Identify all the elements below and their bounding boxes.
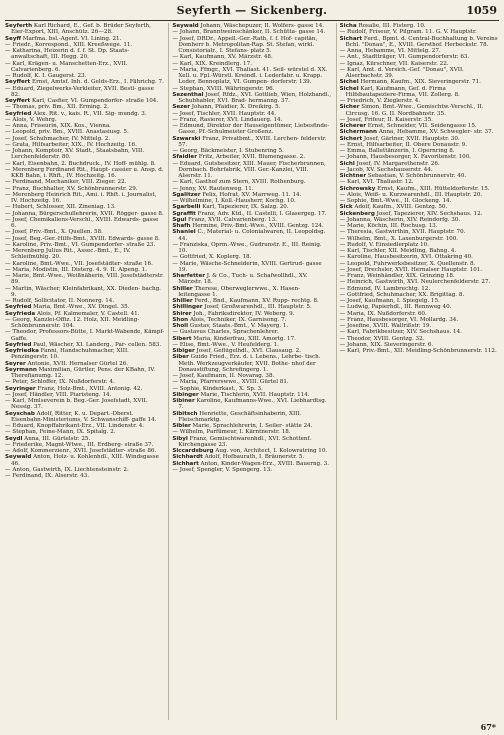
entry-details: — Grata, Hilfsarbeiter, XIX., IV. Hochzeitg. 16. xyxy=(5,141,137,148)
entry-details: Franz, Holz-Bmt., XVIII. Antonig. 42. xyxy=(37,385,143,392)
entry-surname: Sichermann xyxy=(339,129,378,136)
directory-entry xyxy=(172,229,331,242)
entry-details: Ferd., Bnd., Kaufmann, XV. Rupp- rechtg. 8. xyxy=(194,298,319,304)
entry-surname: Sichhart xyxy=(172,460,199,467)
directory-entry xyxy=(172,273,331,286)
entry-surname: Sharfetter xyxy=(172,273,206,279)
entry-details: — Emma, Ballettänzerin, I. Opernring 8. xyxy=(339,148,455,154)
entry-surname: Sgalitzer xyxy=(172,191,201,198)
entry-surname: Shillinger xyxy=(172,304,203,311)
directory-entry xyxy=(172,92,331,105)
entry-details: Adolf, Hofbaurath, I. Bräunerstr. 5. xyxy=(204,454,305,461)
entry-details: — Eduard, Knopffabrikant-Erz., VII. Lindenstr. 4. xyxy=(5,423,145,429)
entry-surname: Shon xyxy=(172,316,189,323)
entry-surname: Sezenthal xyxy=(172,91,204,98)
entry-surname: Sichhardt xyxy=(172,454,203,461)
entry-details: Johann, Pfaidier, X. Dreikirg. 5. xyxy=(191,104,281,111)
entry-surname: Sgarbelli xyxy=(172,204,201,211)
entry-details: Ferd., Bpmt. d. Central-Buchhaltung b. Vereins Bchl. "Donau", E., XVIII. Gersthof. Herbeckstr. 78. xyxy=(345,35,498,48)
entry-details: — Josef, Frifeur, II. Kaiserstr. 35. xyxy=(339,116,433,123)
directory-entry xyxy=(5,273,164,286)
entry-details: Adolf, Kaufm., XVIII. Gentzg. 50. xyxy=(354,204,448,211)
column-3 xyxy=(336,23,499,720)
directory-entry xyxy=(5,217,164,230)
entry-details: — Friedr., Korrespond., XIII. Kreeßwege. 11. xyxy=(5,41,133,48)
directory-entry xyxy=(172,242,331,255)
entry-surname: Sibitsch xyxy=(172,410,198,417)
entry-details: — Georg, Kanzlei-Offiz. 12. Holz, XII. Meidling- Schönbrunnerstr. 104. xyxy=(5,316,140,329)
entry-surname: Seyfried xyxy=(5,304,32,311)
entry-details: Antonie, XVII. Hernalser Gürtel 26. xyxy=(27,360,129,367)
directory-entry xyxy=(172,398,331,411)
directory-entry xyxy=(172,136,331,149)
entry-details: — Karl, Eisenbahn, 2. Buchdruck., IV. Hoff- mühlg. 8. xyxy=(5,160,156,167)
entry-details: Anna, Hebamme, XV. Schwegler- str. 37. xyxy=(378,129,494,136)
entry-details: — Gottfried, X. Koplerg. 18. xyxy=(172,254,252,261)
entry-details: — Hubert, Schlosser, XII. Zineniag. 13. xyxy=(5,204,116,211)
entry-details: — Alois, V. Wehrg. xyxy=(5,116,57,123)
entry-surname: Shaniel xyxy=(172,229,196,236)
entry-details: — Karl, Amt. d. Versich.-Gef. "Donau", XVII. Alserbachstr. 39. xyxy=(339,66,464,79)
entry-surname: Sezer xyxy=(172,104,190,111)
entry-details: — Rudolf, Sollicitator, II. Nonnerg. 14. xyxy=(5,298,115,304)
entry-details: — Jenny, XV. Rautenweg. 11. xyxy=(172,185,254,192)
entry-details: Franz, XVII. Calvarienberg. 13. xyxy=(188,216,277,223)
header-rule xyxy=(5,20,499,21)
entry-surname: Seywald xyxy=(5,454,32,461)
entry-details: Therese, Oberweglerwwe., X. Hasen- leitengasse 1. xyxy=(178,285,301,298)
entry-details: — Johann, XIX. Sieveringerstr. 6. xyxy=(339,341,434,348)
directory-entry xyxy=(5,286,164,299)
entry-details: — Adolf, Kommerzienr., XVII. Josefstädter- straße 86. xyxy=(5,448,157,454)
directory-entry xyxy=(5,317,164,330)
entry-details: Felix, Hofrat, XV. Marrweg. 11. 14. xyxy=(202,191,302,198)
entry-surname: Shafh xyxy=(172,223,191,229)
entry-details: — Leopold, priv. Bm., XVIII. Anastasiusg. 5. xyxy=(5,129,129,136)
entry-details: — Josef, Tischler, XVII. Hauptstr. 44. xyxy=(172,110,277,117)
entry-surname: Sichrowsky xyxy=(339,185,376,192)
entry-details: Marfma. bsl.-Agent. VI. Lining. 21. xyxy=(22,35,122,42)
entry-details: — Ludwig, Papierhdl., III. Rennweg 40. xyxy=(339,304,452,311)
entry-details: — Karl, XVI. Thaliastr. 12. xyxy=(339,179,414,186)
entry-details: — Theodor, Professors-Bütte, I. Markt-Wabende, Kämpf-Gaffe. xyxy=(5,329,165,342)
entry-details: — Franziska, Oprm.-Wwe., Gudrunstr. E., III. Reinig. 10. xyxy=(172,241,322,254)
entry-details: — Wilhelm, Bmt., X. Laxenburgerstr. 100. xyxy=(339,235,459,242)
entry-details: Rosalie, III. Fisterg. 10. xyxy=(358,23,426,29)
entry-details: Franz, Adv. Ktd., II. Castelli, I. Glasergeg. 17. xyxy=(197,210,327,217)
entry-details: — Elise, Bmt.-Wwe., V. Heufelderg. 1. xyxy=(172,341,279,348)
entry-surname: Sholl xyxy=(172,323,189,329)
entry-details: Henriette, Geschäftsinhaberin, XIII. Fleischmarktg. xyxy=(178,410,302,423)
entry-details: — Thomas, priv. Bm., XII. Erming. 2. xyxy=(5,104,109,111)
entry-surname: Seyfried xyxy=(5,110,32,117)
entry-details: — Josef, Beg.-Ger.-Hilfs-Bmt., XVIII. Edwards- gasse 8. xyxy=(5,235,160,242)
directory-columns xyxy=(5,23,499,720)
entry-details: — Marie, Wäsche-Schneiderin, XVIII. Gertrud- gasse 19. xyxy=(172,260,322,273)
entry-details: — Friedrich, V. Zieglerstr. 4. xyxy=(339,98,421,104)
entry-details: — Karl, Mmlseverein b. Beg.-Ger. Josefstadt, XVII. Nessig. 37. xyxy=(5,398,148,411)
entry-details: — Jacob, XV. Sechshauserstr. 44. xyxy=(339,166,433,173)
entry-details: Josef, Geflügelhdl., XVI. Clausaug. 2. xyxy=(196,348,301,354)
entry-surname: Seydl xyxy=(5,435,23,442)
entry-details: — Peter, Schloffer, IX. Nußdorferstr. 4. xyxy=(5,379,115,386)
entry-details: — Karoline, Hausbesitzerin, XVI. Ottakring 40. xyxy=(339,254,473,261)
entry-details: Paul, Wäscher, XI. Landerg., Par- cellen. 583. xyxy=(33,341,162,348)
entry-details: Josef, IV. Margarethenstr. 26. xyxy=(356,160,440,167)
entry-surname: Sibler xyxy=(172,423,191,429)
entry-details: Marie, Tischlerin, XVII. Hauptstr. 114. xyxy=(200,391,310,398)
entry-details: — Eduard, Gutsbesitzer, XIII. Mauer, Fischerbrunnen, Dornbach. Bohrfabrik, VIII. Ger.-Kanzlei, VIII. Alserstr. 11. xyxy=(172,160,326,179)
entry-details: Karl, Kaufmann, Gef. d. Firma Hilfsbautapeziere-Firma, VII. Zollerg. 8. xyxy=(345,85,460,98)
directory-entry xyxy=(172,261,331,274)
entry-details: — Maria, Ffmgr., XVI. Thaliast. 41. Seil- würstel d. XX. Xell. u. Fpl.-Würstl. Kreindl. i. Lederfabr. u. Krapp. Leder, Bennoplatz, VI. Gumpen- dorferstr. 139. xyxy=(172,66,328,86)
directory-entry xyxy=(340,36,499,49)
column-1 xyxy=(5,23,164,720)
entry-details: Alois, Pf. Kalmemaler, V. Castell. 41. xyxy=(36,310,140,317)
entry-details: Alois, Techniker, IX. Garnisong. 7. xyxy=(189,316,287,323)
entry-surname: Shiller xyxy=(172,298,193,304)
entry-details: — Maria, Modistin, III. Disterg. 4. 9. II. Alpeng. 1. xyxy=(5,266,148,273)
entry-details: Josef, Großwarenhdl., III. Hauptstr. 5. xyxy=(204,304,312,311)
entry-surname: Sfaidler xyxy=(172,154,197,161)
entry-details: — Josef, Drechsler, XVII. Hernalser Hauptstr. 101. xyxy=(339,266,483,273)
entry-details: Ernst, Amtsf. Inh. d. Gelds-Erz., I. Fährichg. 7. xyxy=(32,79,164,86)
directory-entry xyxy=(172,354,331,373)
directory-entry xyxy=(5,167,164,180)
entry-details: — Friederike, Magnt-Wtwe., III. Erdberg- straße 37. xyxy=(5,441,154,448)
directory-entry xyxy=(5,48,164,61)
entry-surname: Sibyl xyxy=(172,435,188,442)
entry-surname: Sicha xyxy=(339,23,357,29)
directory-entry xyxy=(172,36,331,55)
entry-surname: Sickenberg xyxy=(339,210,375,217)
entry-surname: Seyfried xyxy=(5,341,32,348)
directory-entry xyxy=(5,86,164,99)
entry-details: — Marie, Köchin, III. Rochusg. 13. xyxy=(339,223,438,229)
entry-details: Adolf, Ritter, K. u. Depart.-Dberst. Eisenbahn-Ministeriums, V. Schwanschiff- gaffe 14. xyxy=(11,410,157,423)
entry-surname: Siccardsburg xyxy=(172,448,214,454)
directory-entry xyxy=(5,473,164,479)
entry-details: Maria, Kinderfrau, XIII. Amortg. 17. xyxy=(193,335,296,342)
entry-details: Franz, Privatbmt., XVIII. Lerchen- felderstr. 57. xyxy=(178,135,327,148)
entry-details: Sebastian, V. Schönbrunnerstr. 40. xyxy=(367,173,467,179)
running-head: Seyferth — Sickenberg. xyxy=(176,4,328,17)
entry-details: — Karl, Kaufmann, XV. Märzstr. 48. xyxy=(172,54,273,61)
entry-surname: Sibiner xyxy=(172,398,195,404)
entry-details: — Karl, XIX. Kreindlerg. 17. xyxy=(172,60,252,67)
entry-details: — Josef, Schuhmacher, IV. Mittelg. 2. xyxy=(5,135,111,142)
entry-surname: Sgul xyxy=(172,216,187,223)
entry-details: — Ignaz, Kürschner, VII. Kaiserstr. 22. xyxy=(339,60,449,67)
entry-surname: Sicherer xyxy=(339,123,367,129)
entry-details: Karoline, Kaufmanns-Wwe., XVI. Liebhardtsg. 7. xyxy=(178,398,327,411)
entry-details: — Josef, Chemikaliens-Verschl., XVIII. Edwards- gasse 6. xyxy=(5,216,159,229)
entry-details: — Rudolf, K. I. Gaugerst. 23. xyxy=(5,73,87,79)
directory-entry xyxy=(340,348,499,354)
entry-details: — Johanna, Bürgerschullehrerin, XVII. Rögger- gasse 8. xyxy=(5,210,164,217)
directory-entry xyxy=(5,192,164,205)
entry-surname: Sichart xyxy=(339,35,363,42)
entry-details: — Merenberg Julius Rit., Assec.-Bmt., E., IV. Schleifmühlg. 20. xyxy=(5,248,131,261)
entry-details: J. & Co., Tuch- u. Schafwollhdl., XV. Märzstr. 18. xyxy=(178,273,308,286)
entry-details: — Franz, Buchhalter, XV. Schönbrunnerstr. 29. xyxy=(5,185,138,192)
entry-details: Marie, Sprachlehrerin, I. Seiler- stätte 24. xyxy=(192,423,313,429)
entry-details: — Josef, Spengler, V. Spengerg. 13. xyxy=(172,466,273,473)
entry-details: — Georg, Bäckmeister, I. Stubenring 5. xyxy=(172,148,284,154)
entry-details: — Ferdinand, IX. Alserstr. 43. xyxy=(5,473,90,479)
entry-details: — Sophie, Kinderkast., X. Sp. 3. xyxy=(172,385,263,392)
entry-surname: Sick xyxy=(339,204,353,211)
directory-entry xyxy=(5,148,164,161)
directory-entry xyxy=(5,367,164,380)
entry-surname: Siber xyxy=(172,354,189,361)
entry-details: — Anton, Gastwirth, IX. Liechtensteinstr. 2. xyxy=(5,466,129,473)
directory-entry xyxy=(172,67,331,86)
entry-details: Anna, III. Gürtelstr. 25. xyxy=(24,435,91,442)
entry-details: — Karoline, Bmt.-Wwe., VII. Josefstädter- straße 16. xyxy=(5,260,153,267)
entry-surname: Sichel xyxy=(339,79,359,86)
entry-details: Hermann, Kaufm., XIX. Sieveringerstr. 71. xyxy=(360,79,481,86)
entry-details: — Franz, Rasierer, XVI. Lindauerg. 14. xyxy=(172,116,283,123)
entry-details: — Karl, Priv.-Bmt., XII. Meidling-Schönbrunnerstr. 112. xyxy=(339,348,497,354)
directory-entry xyxy=(5,248,164,261)
entry-details: Franz, Gemischtwarenhdl., XVI. Schottenf. Kirchengasse 23. xyxy=(178,435,312,448)
entry-details: Simon, Bmt.-Wwe., Gemischtw.-Verschl., II. Circusg. 16. G. II. Nordbahnstr. 35. xyxy=(345,104,484,117)
entry-details: — Ferdinand, Mechaniker, VIII. Zieger. 22. xyxy=(5,179,127,186)
entry-details: Maximilian, Gürtler, Pens. der KBahn, IV. Therefianumg. 12. xyxy=(11,366,156,379)
entry-details: Karl Richard, E., Gef. b. Brüder Seyferth, Eier-Export, XIII, Anschütz. 26—28. xyxy=(11,23,152,36)
page-header xyxy=(5,4,499,18)
entry-details: — Josef, Händler, VIII. Piaristeng. 14. xyxy=(5,391,112,398)
directory-entry xyxy=(5,398,164,411)
page-number: 1059 xyxy=(466,4,497,17)
entry-details: — Wilhelm, Parfümeur, I. Kärntnerstr. 18. xyxy=(172,429,291,436)
entry-details: Karl, Tapezierer, IX. Salzg. 20. xyxy=(202,204,289,211)
entry-details: Guido Fried., Erz. d. i. Lebens., Lehrbe- tisch. Meth. Werkzeugverkäufer, XVII. Bothe- nhof der Donaustiftung, Schrefingerg. 1. xyxy=(178,354,321,373)
entry-details: — Karoline, Priv.-Bmt., VI. Gumpendorfer- straße 23. xyxy=(5,241,156,248)
directory-entry xyxy=(172,436,331,449)
entry-details: C., Material- u. Colonialwaren, II. Leopoldsg. 44. xyxy=(178,229,326,242)
directory-entry xyxy=(5,454,164,467)
directory-entry xyxy=(5,411,164,424)
entry-details: Josef, Gärtner, XVII. Hauptstr. 30. xyxy=(363,135,460,142)
entry-details: — Franz, Hausbesorger, VI. Mollardg. 34. xyxy=(339,316,459,323)
entry-details: Joh., Fabriksdirektor, IV. Weberg. 9. xyxy=(193,310,295,317)
entry-details: — Karl, Fabrikbesitzer, XIV. Sechshaus. 14. xyxy=(339,329,462,336)
entry-details: — Gustavus Charles, Sprachenlehrer. xyxy=(172,329,279,336)
entry-surname: Szwarski xyxy=(172,135,201,142)
entry-details: — Leopold, Fuhrwerksbesitzer, X. Quellenstr. 8. xyxy=(339,260,476,267)
entry-details: — Heinrich, Gastwirth, XVI. Neulerchenfelderstr. 27. xyxy=(339,279,491,286)
entry-details: — Johann, Branntweinschänker, II. Schütta- gasse 14. xyxy=(172,29,326,36)
entry-details: Ernst, Schneider, VII. Seidengasse 15. xyxy=(367,123,477,129)
entry-details: — Theresia, Gastwirthin, XVII. Hauptstr. 70. xyxy=(339,229,466,236)
entry-surname: Sgraffit xyxy=(172,210,196,217)
entry-details: — Josef, Kaufmann, II. Novarag. 38. xyxy=(172,373,275,379)
entry-details: — Maria, IX. Nußdorferstr. 60. xyxy=(339,310,427,317)
entry-surname: Seyrer xyxy=(5,360,26,367)
entry-surname: Sichel xyxy=(339,85,359,92)
entry-details: — Karl, Tischler, XII. Meidling, Bahng. 4. xyxy=(339,248,457,254)
entry-details: — Rudolf, Friseur, V. Pilgram. 11. G. V. Hauptstr. xyxy=(339,29,477,36)
column-2 xyxy=(168,23,331,720)
entry-surname: Shiller xyxy=(172,285,193,292)
entry-surname: Seywald xyxy=(172,23,199,29)
entry-details: — Karl, Gasthof zum Stern, XVIII. Rothenburg. xyxy=(172,179,306,186)
entry-details: Johann, Wäschepuzer, II. Wolfers- gasse 14. xyxy=(200,23,325,29)
entry-details: — Martin, Wäscher, Kleinfabrikant, XX. Dieden- bachg. 9. xyxy=(5,285,161,298)
entry-details: Alex. Rit. v., kais. R., VII. Sig- mundg. 3. xyxy=(33,110,147,117)
entry-details: Gustav, Staats.-Bmt., V. Mayerg. 1. xyxy=(189,323,289,329)
entry-surname: Shirer xyxy=(172,310,192,317)
entry-surname: Sicher xyxy=(339,104,360,111)
entry-details: Aug. von, Architect, I. Kolowratring 10. xyxy=(215,448,328,454)
directory-entry xyxy=(172,286,331,299)
entry-surname: Seyff xyxy=(5,35,22,42)
entry-surname: Seyringer xyxy=(5,385,36,392)
directory-entry xyxy=(340,67,499,80)
entry-details: — Karl, Krägen- u. Manschetten-Erz., XVII. Calvarienberg. 6. xyxy=(5,60,128,73)
directory-entry xyxy=(172,161,331,180)
directory-entry xyxy=(5,329,164,342)
entry-details: — Johanna, Wäscherin, XIV. Reindorfg. 30. xyxy=(339,216,461,223)
entry-details: — Anna, Friseurin, XIX. Kos., Vienna. xyxy=(5,123,111,129)
directory-entry xyxy=(172,123,331,136)
entry-details: — Stephan, Feine-Mann, IX. Spitalg. 2. xyxy=(5,429,116,436)
entry-surname: Seyrmann xyxy=(5,366,37,373)
entry-details: — Josef, Kaufmann, I. Spiegelg. 15. xyxy=(339,298,440,304)
entry-details: — Josef, DRDr., Appell.-Ger.-Rath, f. f. Hof- capitän, Domherr b. Metropolitan-Rap. St. Stefan, wirkl. Consistorialr., I. Stefans- platz 5. xyxy=(172,35,318,54)
entry-details: — Eduard, Ziegelwerks-Verkleiter, XVII. Bestl- gasse 82. xyxy=(5,85,154,98)
entry-details: — Johann, Hausbesorger, X. Favoritenstr. 100. xyxy=(339,154,472,161)
entry-details: — Edmund, IV. Lambrechtg. 12. xyxy=(339,285,431,292)
entry-details: Fritz, Arbeiter, XVII. Blumengasse. 2. xyxy=(198,154,305,161)
entry-details: Karl, Casfier, VI. Gumpendorfer- straße 104. xyxy=(32,98,159,104)
entry-details: Hermine, Priv.-Bmt.-Wwe., XVIII. Gentzg. 124. xyxy=(192,223,324,229)
directory-entry xyxy=(172,411,331,424)
entry-details: — Katharina, Heizerin d. f. f. St. Dp. Staats- anwaltschaft, III. Hegg. 20. xyxy=(5,48,130,61)
entry-details: Anton, Kinder-Wagen-Erz., XVIII. Bauerng. 3. xyxy=(200,460,330,467)
entry-details: — Wilhelmine, I. Koll.-Hausherr, Kochg. 10. xyxy=(172,198,296,204)
entry-surname: Seyschab xyxy=(5,410,35,417)
entry-surname: Sibiger xyxy=(172,348,195,354)
entry-details: Ernst, Kaufm., XIII. Hütteldorferstr. 15. xyxy=(377,185,490,192)
entry-surname: Sibinger xyxy=(172,391,199,398)
entry-details: Josef, Rfdz., XVI. Gottlieb, Wien, Holzhandl., Schubhabler, XVI. Brad- hermanng. 37. xyxy=(178,91,332,104)
entry-details: Maria, Bmt.-Wwe., XV. Dingel. 35. xyxy=(33,304,130,311)
entry-surname: Seyffert xyxy=(5,98,31,104)
entry-details: Anton, Holz- u. Kohlenhdl., XIII. Windsgasse 46. xyxy=(11,454,159,467)
entry-details: — Anna, Hebamme, VI. Mittelg. 27. xyxy=(339,48,441,54)
entry-details: Josef, Tapezierer, XIV. Sechshaus. 12. xyxy=(376,210,483,217)
entry-surname: Seyfrieda xyxy=(5,310,36,317)
entry-details: — Edmund, Direktor der Hauseigentümer, Liebesfinde-Gasse, Pf.-Schulmeister Großenz. xyxy=(172,123,330,136)
directory-entry xyxy=(340,104,499,117)
entry-details: — Rudolf, V. Einsiedlerplatz 10. xyxy=(339,241,429,248)
entry-details: — Josefine, XVIII. Wallrißstr. 19. xyxy=(339,323,432,329)
directory-entry xyxy=(5,23,164,36)
entry-surname: Sichert xyxy=(339,135,363,142)
entry-surname: Sibert xyxy=(172,335,192,342)
entry-details: — Sophie, Bmt.-Wwe., II. Glockeng. 14. xyxy=(339,198,452,204)
entry-details: — Theodor, XVIII. Gentzg. 32. xyxy=(339,335,425,342)
directory-entry xyxy=(5,61,164,74)
entry-details: — Ant., Stadtträger, VI. Gumpendorferstr. 63. xyxy=(339,54,470,61)
page-signature: 67* xyxy=(480,722,496,732)
entry-surname: Sichtner xyxy=(339,173,367,179)
directory-entry xyxy=(340,86,499,99)
entry-surname: Seyfriedka xyxy=(5,348,39,354)
entry-details: — Merenberg Heinrich Rit., Ami. i. Rhft. i. Journalist, IV. Hochzeitg. 16. xyxy=(5,191,157,204)
entry-details: — Ernst, Hilfsarbeiter, II. Obere Donaustr. 9. xyxy=(339,141,468,148)
entry-details: — Stephan, XVIII. Währingerstr. 96. xyxy=(172,85,275,92)
entry-surname: Seyferth xyxy=(5,23,33,29)
entry-details: — Gottfried, Schuhmacher, XX. Brigittag. 8. xyxy=(339,291,465,298)
entry-details: — Merenberg Ferdinand Rit., Haupt- cassier u. Ansp. d. KKB Bahn, i. Rhft., IV. Hochzeitg. 16. xyxy=(5,166,164,179)
entry-details: Fanni, Handschuhmacher, XIII. Penzingerstr. 10. xyxy=(11,348,129,361)
entry-details: — Josef, Priv.-Bmt., X. Quellen. 58. xyxy=(5,229,103,236)
entry-details: — Marie, Bmt.-Wwe., Weißnäherin, VIII. Josefstädterstr. 89. xyxy=(5,273,164,286)
directory-entry xyxy=(172,467,331,473)
directory-entry xyxy=(5,348,164,361)
entry-details: — Johann, Komptoir, XV. Stadt., Staatsbahn, VIII. Lerchenfelderstr. 80. xyxy=(5,148,145,161)
entry-details: — Franz, Weinhändler, XIX. Grinzing 18. xyxy=(339,273,455,279)
entry-details: — Alois, Weiß- u. Kurzwarenhdl., III. Hauptstr. 20. xyxy=(339,191,483,198)
entry-surname: Sichl xyxy=(339,160,355,167)
entry-surname: Seyffert xyxy=(5,79,31,86)
entry-details: — Maria, Pfarrerswwe., XVIII. Gürtel 81. xyxy=(172,379,289,386)
